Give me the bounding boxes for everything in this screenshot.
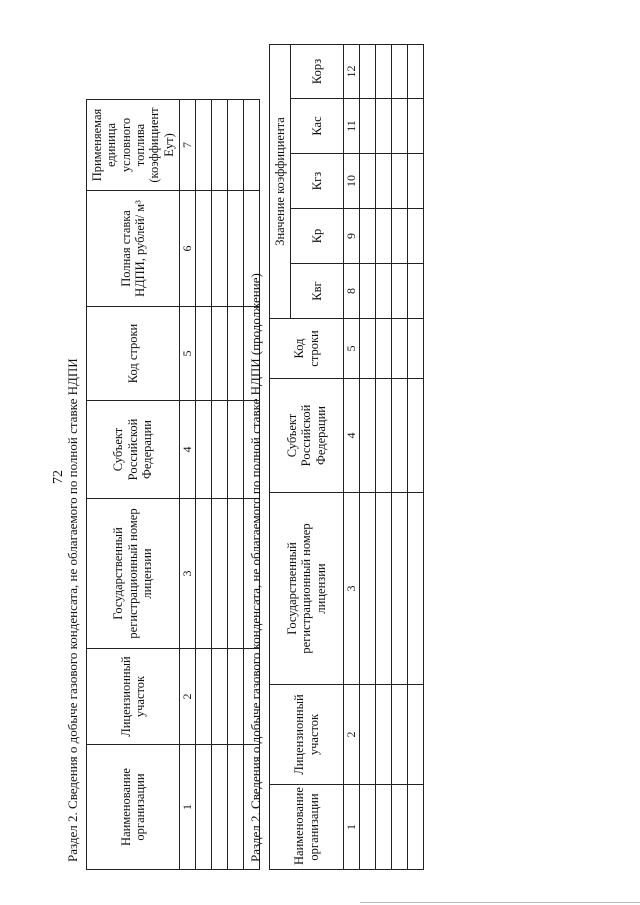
table-cell[interactable] [228,649,244,745]
table-row [196,100,212,870]
table-cell[interactable] [360,44,376,98]
col-header-full-rate: Полная ставка НДПИ, рублей/ м³ [87,191,180,307]
col-header-korz: Корз [291,44,344,98]
table-cell[interactable] [360,99,376,154]
table-cell[interactable] [408,493,424,685]
table-row [360,44,376,869]
table-cell[interactable] [392,264,408,319]
table-cell[interactable] [408,209,424,264]
table-cell[interactable] [228,307,244,401]
table-cell[interactable] [360,493,376,685]
table-cell[interactable] [392,209,408,264]
col-number: 4 [344,379,360,493]
table-cell[interactable] [212,307,228,401]
table-cell[interactable] [228,100,244,191]
col-number: 5 [344,319,360,379]
footer-divider [360,902,640,903]
table-cell[interactable] [360,154,376,209]
table-cell[interactable] [392,493,408,685]
table-cell[interactable] [408,44,424,98]
table-cell[interactable] [212,499,228,649]
table-cell[interactable] [244,100,260,191]
col-header-license-area: Лицензионный участок [87,649,180,745]
col-number: 11 [344,99,360,154]
col-header-organization: Наименование организации [87,745,180,870]
table-cell[interactable] [392,44,408,98]
col-header-coefficient-group: Значение коэффициента [270,44,291,318]
table-row [212,100,228,870]
table-cell[interactable] [228,745,244,870]
table-cell[interactable] [392,319,408,379]
col-number: 9 [344,209,360,264]
col-number: 10 [344,154,360,209]
table-cell[interactable] [376,264,392,319]
table-cell[interactable] [376,154,392,209]
table-row [228,100,244,870]
table-cell[interactable] [196,307,212,401]
table-cell[interactable] [196,191,212,307]
table-header-row [87,100,180,870]
col-number: 2 [180,649,196,745]
table-cell[interactable] [376,209,392,264]
col-header-line-code: Код строки [270,319,344,379]
col-number: 3 [180,499,196,649]
col-number: 1 [180,745,196,870]
table-cell[interactable] [392,685,408,785]
table-cell[interactable] [392,99,408,154]
table-cell[interactable] [408,319,424,379]
table-cell[interactable] [360,209,376,264]
table-cell[interactable] [228,499,244,649]
col-header-federal-subject: Субъект Российской Федерации [270,379,344,493]
table-cell[interactable] [376,319,392,379]
col-number: 1 [344,785,360,870]
table-cell[interactable] [212,649,228,745]
table-row [376,44,392,869]
table-cell[interactable] [408,154,424,209]
col-header-license-number: Государственный регистрационный номер лицензии [87,499,180,649]
table-cell[interactable] [376,493,392,685]
col-header-fuel-unit: Применяемая единица условного топлива (коэффициент Еут) [87,100,180,191]
table-cell[interactable] [196,499,212,649]
table-cell[interactable] [196,100,212,191]
col-header-kas: Кас [291,99,344,154]
table-cell[interactable] [360,319,376,379]
table-cell[interactable] [408,379,424,493]
col-header-federal-subject: Субъект Российской Федерации [87,401,180,499]
table-cell[interactable] [360,685,376,785]
table-cell[interactable] [360,785,376,870]
table-cell[interactable] [376,99,392,154]
section-2-table [269,44,424,870]
table-row [408,44,424,869]
page-number: 72 [51,470,66,484]
table-cell[interactable] [196,401,212,499]
col-header-license-area: Лицензионный участок [270,685,344,785]
col-number: 2 [344,685,360,785]
table-cell[interactable] [196,649,212,745]
table-cell[interactable] [212,191,228,307]
table-cell[interactable] [228,401,244,499]
col-header-organization: Наименование организации [270,785,344,870]
column-number-row [180,100,196,870]
table-cell[interactable] [376,44,392,98]
table-cell[interactable] [212,401,228,499]
col-header-kr: Кр [291,209,344,264]
table-cell[interactable] [212,745,228,870]
col-number: 3 [344,493,360,685]
table-cell[interactable] [392,379,408,493]
table-cell[interactable] [360,379,376,493]
table-cell[interactable] [376,685,392,785]
column-number-row [344,44,360,869]
table-cell[interactable] [360,264,376,319]
table-cell[interactable] [228,191,244,307]
table-cell[interactable] [376,785,392,870]
rotated-landscape-content [51,58,415,870]
table-cell[interactable] [408,99,424,154]
col-number: 12 [344,44,360,98]
col-number: 4 [180,401,196,499]
table-header-row [270,44,291,869]
section-1-table [86,99,260,870]
col-header-kgz: Кгз [291,154,344,209]
table-cell[interactable] [212,100,228,191]
col-number: 6 [180,191,196,307]
table-cell[interactable] [408,685,424,785]
col-number: 7 [180,100,196,191]
table-cell[interactable] [196,745,212,870]
table-cell[interactable] [392,154,408,209]
col-header-kvg: Квг [291,264,344,319]
table-row [392,44,408,869]
table-cell[interactable] [408,264,424,319]
col-number: 5 [180,307,196,401]
col-header-license-number: Государственный регистрационный номер лицензии [270,493,344,685]
table-cell[interactable] [376,379,392,493]
col-header-line-code: Код строки [87,307,180,401]
section-1-title: Раздел 2. Сведения о добыче газового конденсата, не облагаемого по полной ставке НДПИ [65,358,80,862]
col-number: 8 [344,264,360,319]
table-cell[interactable] [408,785,424,870]
section-2-title: Раздел 2. Сведения о добыче газового конденсата, не облагаемого по полной ставке НДПИ (продолжение) [248,273,263,862]
table-cell[interactable] [392,785,408,870]
